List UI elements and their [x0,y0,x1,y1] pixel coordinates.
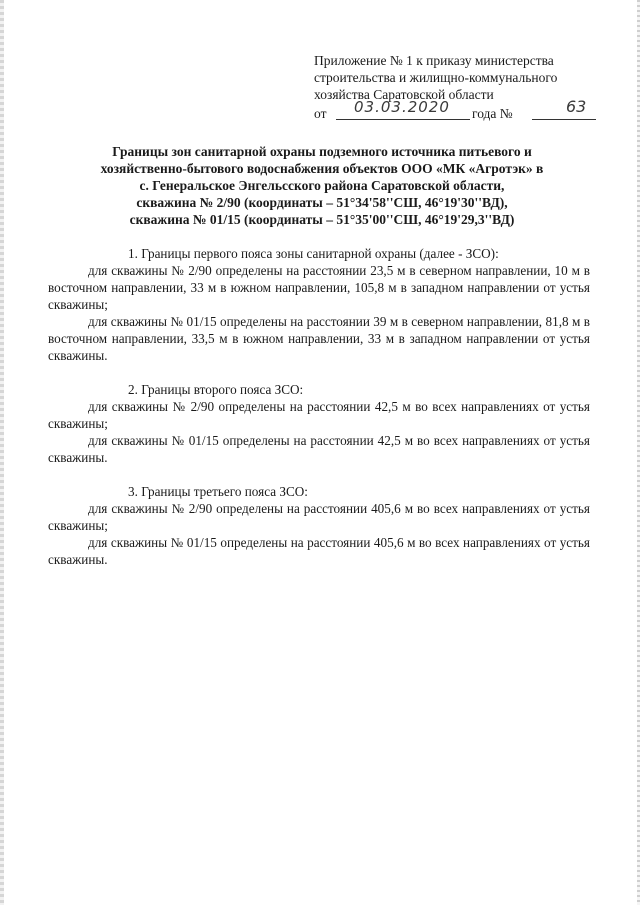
document-body [48,245,590,585]
appendix-line-3: хозяйства Саратовской области [314,87,494,102]
appendix-line-2: строительства и жилищно-коммунального [314,70,558,85]
section-second-belt [48,381,590,466]
title-line-1: Границы зон санитарной охраны подземного источника питьевого и [112,144,532,159]
paragraph: для скважины № 2/90 определены на расстоянии 42,5 м во всех направлениях от устья скважины; [48,399,590,431]
title-line-2: хозяйственно-бытового водоснабжения объектов ООО «МК «Агротэк» в [100,161,544,176]
appendix-line-1: Приложение № 1 к приказу министерства [314,53,554,68]
document-title [62,143,582,228]
section-heading: 1. Границы первого пояса зоны санитарной охраны (далее - ЗСО): [128,246,499,261]
title-line-4: скважина № 2/90 (координаты – 51°34'58''СШ, 46°19'30''ВД), [136,195,508,210]
section-third-belt [48,483,590,568]
title-line-3: с. Генеральское Энгельсского района Саратовской области, [139,178,505,193]
handwritten-date: 03.03.2020 [354,98,450,116]
paragraph: для скважины № 01/15 определены на расстоянии 42,5 м во всех направлениях от устья скважины. [48,433,590,465]
handwritten-order-number: 63 [566,97,587,116]
paragraph: для скважины № 2/90 определены на расстоянии 405,6 м во всех направлениях от устья скважины; [48,501,590,533]
section-first-belt [48,245,590,364]
title-line-5: скважина № 01/15 (координаты – 51°35'00''СШ, 46°19'29,3''ВД) [129,212,515,227]
appendix-header [314,52,604,123]
paragraph: для скважины № 01/15 определены на расстоянии 39 м в северном направлении, 81,8 м в восточном направлении, 33,5 м в южном направлении, 33 м в западном направлении от устья скважины. [48,314,590,363]
paragraph: для скважины № 2/90 определены на расстоянии 23,5 м в северном направлении, 10 м в восточном направлении, 33 м в южном направлении, 105,8 м в западном направлении от устья скважины; [48,263,590,312]
number-underline [532,103,596,120]
order-date-number-row [314,97,604,123]
section-heading: 3. Границы третьего пояса ЗСО: [128,484,308,499]
paragraph: для скважины № 01/15 определены на расстоянии 405,6 м во всех направлениях от устья скважины. [48,535,590,567]
year-number-label: года № [472,106,513,121]
scan-edge-left [0,0,4,905]
section-heading: 2. Границы второго пояса ЗСО: [128,382,304,397]
date-prefix-label: от [314,106,327,121]
